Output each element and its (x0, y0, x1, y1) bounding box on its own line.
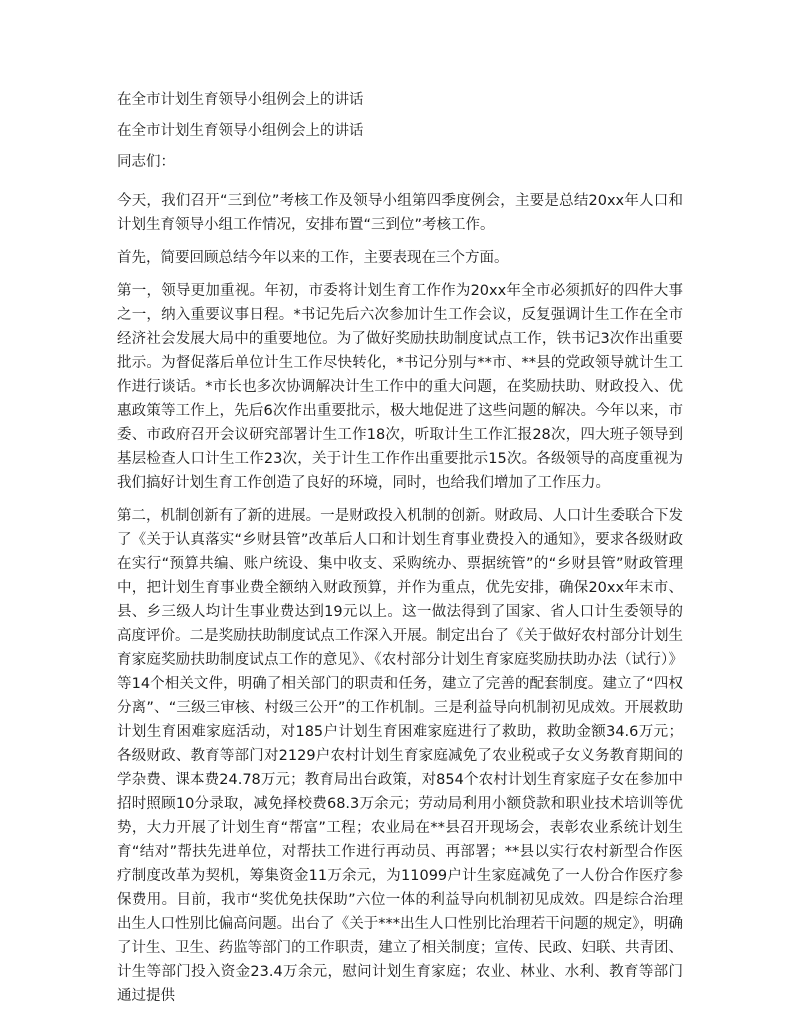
document-title: 在全市计划生育领导小组例会上的讲话 (117, 92, 364, 108)
salutation: 同志们： (117, 154, 175, 170)
paragraph-leadership: 第一，领导更加重视。年初，市委将计划生育工作作为20xx年全市必须抓好的四件大事之一，纳入重要议事日程。*书记先后六次参加计生工作会议，反复强调计生工作在全市经济社会发展大局中的重要地位。为了做好奖励扶助制度试点工作，铁书记3次作出重要批示。为督促落后单位计生工作尽快转化，*书记分别与**市、**县的党政领导就计生工作进行谈话。*市长也多次协调解决计生工作中的重大问题，在奖励扶助、财政投入、优惠政策等工作上，先后6次作出重要批示，极大地促进了这些问题的解决。今年以来，市委、市政府召开会议研究部署计生工作18次，听取计生工作汇报28次，四大班子领导到基层检查人口计生工作23次，关于计生工作作出重要批示15次。各级领导的高度重视为我们搞好计划生育工作创造了良好的环境，同时，也给我们增加了工作压力。 (117, 283, 683, 491)
document-title-repeat: 在全市计划生育领导小组例会上的讲话 (117, 123, 364, 139)
paragraph-overview: 首先，简要回顾总结今年以来的工作，主要表现在三个方面。 (117, 250, 509, 266)
paragraph-mechanism: 第二，机制创新有了新的进展。一是财政投入机制的创新。财政局、人口计生委联合下发了《关于认真落实“乡财县管”改革后人口和计划生育事业费投入的通知》，要求各级财政在实行“预算共编、账户统设、集中收支、采购统办、票据统管”的“乡财县管”财政管理中，把计划生育事业费全额纳入财政预算，并作为重点，优先安排，确保20xx年末市、县、乡三级人均计生事业费达到19元以上。这一做法得到了国家、省人口计生委领导的高度评价。二是奖励扶助制度试点工作深入开展。制定出台了《关于做好农村部分计划生育家庭奖励扶助制度试点工作的意见》、《农村部分计划生育家庭奖励扶助办法（试行）》等14个相关文件，明确了相关部门的职责和任务，建立了完善的配套制度。建立了“四权分离”、“三级三审核、村级三公开”的工作机制。三是利益导向机制初见成效。开展救助计划生育困难家庭活动，对185户计划生育困难家庭进行了救助，救助金额34.6万元；各级财政、教育等部门对2129户农村计划生育家庭减免了农业税或子女义务教育期间的学杂费、课本费24.78万元；教育局出台政策，对854个农村计划生育家庭子女在参加中招时照顾10分录取，减免择校费68.3万余元；劳动局利用小额贷款和职业技术培训等优势，大力开展了计划生育“帮富”工程；农业局在**县召开现场会，表彰农业系统计划生育“结对”帮扶先进单位，对帮扶工作进行再动员、再部署；**县以实行农村新型合作医疗制度改革为契机，筹集资金11万余元，为11099户计生家庭减免了一人份合作医疗参保费用。目前，我市“奖优免扶保助”六位一体的利益导向机制初见成效。四是综合治理出生人口性别比偏高问题。出台了《关于***出生人口性别比治理若干问题的规定》，明确了计生、卫生、药监等部门的工作职责，建立了相关制度；宣传、民政、妇联、共青团、计生等部门投入资金23.4万余元，慰问计划生育家庭；农业、林业、水利、教育等部门通过提供 (117, 508, 683, 1004)
paragraph-intro: 今天，我们召开“三到位”考核工作及领导小组第四季度例会，主要是总结20xx年人口和计划生育领导小组工作情况，安排布置“三到位”考核工作。 (117, 193, 683, 233)
spacer (117, 181, 683, 189)
